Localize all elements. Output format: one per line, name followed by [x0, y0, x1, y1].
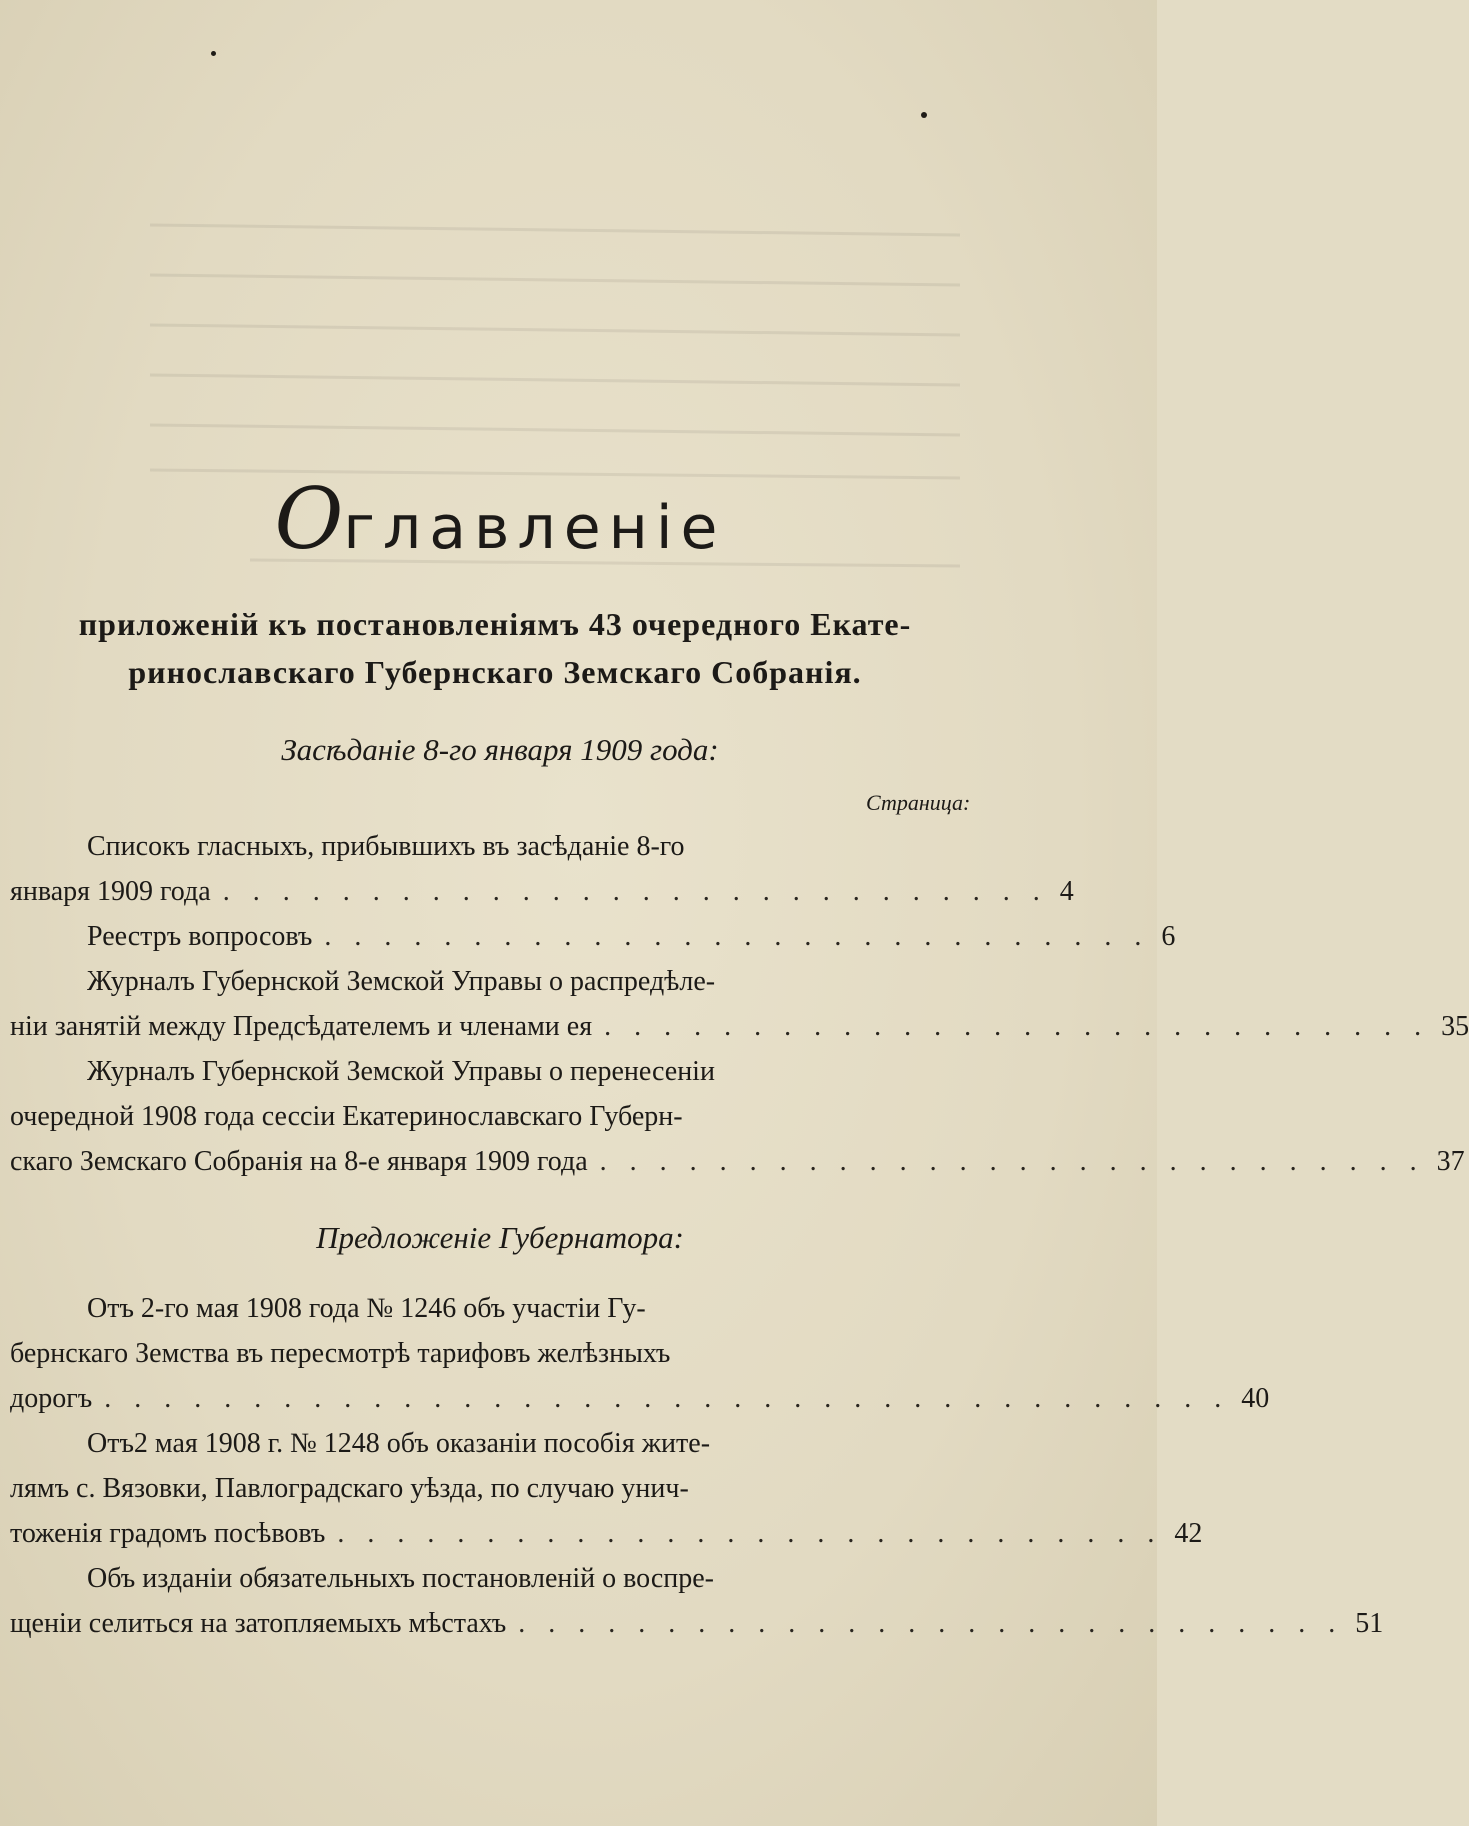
subtitle: [10, 600, 980, 696]
dot-leader: . . . . . . . . . . . . . . . . . . . . . . . . . . . .: [604, 1011, 1430, 1042]
page-number: 35: [1441, 1011, 1469, 1042]
entry-text: Объ изданіи обязательныхъ постановленій о воспре-: [87, 1563, 715, 1594]
toc-entry: [10, 959, 1469, 1049]
dot-leader: . . . . . . . . . . . . . . . . . . . . . . . . . . . .: [518, 1608, 1344, 1639]
page-title: [0, 470, 1000, 568]
entry-text: лямъ с. Вязовки, Павлоградскаго уѣзда, по случаю унич-: [10, 1473, 689, 1504]
dot-leader: . . . . . . . . . . . . . . . . . . . . . . . . . . . . . . . . . . . . . .: [104, 1383, 1230, 1414]
title-rest: главленіе: [343, 493, 726, 563]
entry-text: бернскаго Земства въ пересмотрѣ тарифовъ желѣзныхъ: [10, 1338, 671, 1369]
toc-entry: [10, 824, 1074, 914]
toc-entry: [10, 1556, 1384, 1646]
entry-text: Отъ2 мая 1908 г. № 1248 объ оказаніи пособія жите-: [87, 1428, 711, 1459]
toc-entry: [10, 1286, 1270, 1421]
page-number: 51: [1355, 1608, 1384, 1639]
dot-leader: . . . . . . . . . . . . . . . . . . . . . . . . . . . .: [599, 1146, 1425, 1177]
entry-text: Списокъ гласныхъ, прибывшихъ въ засѣданіе 8-го: [87, 831, 685, 862]
section-heading-1: Засѣданіе 8-го января 1909 года:: [281, 732, 719, 767]
entry-text: дорогъ: [10, 1383, 93, 1414]
entry-text: Журналъ Губернской Земской Управы о распредѣле-: [87, 966, 716, 997]
page-number: 6: [1161, 921, 1176, 952]
dot-leader: . . . . . . . . . . . . . . . . . . . . . . . . . . . .: [222, 876, 1048, 907]
dot-leader: . . . . . . . . . . . . . . . . . . . . . . . . . . . .: [337, 1518, 1163, 1549]
entry-text: Журналъ Губернской Земской Управы о перенесеніи: [87, 1056, 715, 1087]
toc-entry: [10, 1421, 1203, 1556]
entry-text: щеніи селиться на затопляемыхъ мѣстахъ: [10, 1608, 507, 1639]
entry-text: ніи занятій между Предсѣдателемъ и членами ея: [10, 1011, 593, 1042]
toc-entry: [10, 1049, 1465, 1184]
entry-text: скаго Земскаго Собранія на 8-е января 1909 года: [10, 1146, 588, 1177]
entry-text: Реестръ вопросовъ: [87, 921, 313, 952]
entry-text: января 1909 года: [10, 876, 211, 907]
page-number: 37: [1436, 1146, 1465, 1177]
subtitle-line-1: приложеній къ постановленіямъ 43 очередного Екате-: [78, 606, 912, 642]
title-initial: О: [274, 470, 344, 568]
section-heading-2: Предложеніе Губернатора:: [316, 1220, 684, 1255]
page-column-label: Страница:: [866, 790, 971, 815]
toc-entry: [10, 914, 1176, 959]
entry-text: тоженія градомъ посѣвовъ: [10, 1518, 326, 1549]
page-number: 42: [1174, 1518, 1203, 1549]
dot-leader: . . . . . . . . . . . . . . . . . . . . . . . . . . . .: [324, 921, 1150, 952]
subtitle-line-2: ринославскаго Губернскаго Земскаго Собранія.: [128, 654, 862, 690]
page-number: 40: [1241, 1383, 1270, 1414]
page-number: 4: [1059, 876, 1074, 907]
entry-text: Отъ 2-го мая 1908 года № 1246 объ участіи Гу-: [87, 1293, 646, 1324]
entry-text: очередной 1908 года сессіи Екатеринославскаго Губерн-: [10, 1101, 683, 1132]
